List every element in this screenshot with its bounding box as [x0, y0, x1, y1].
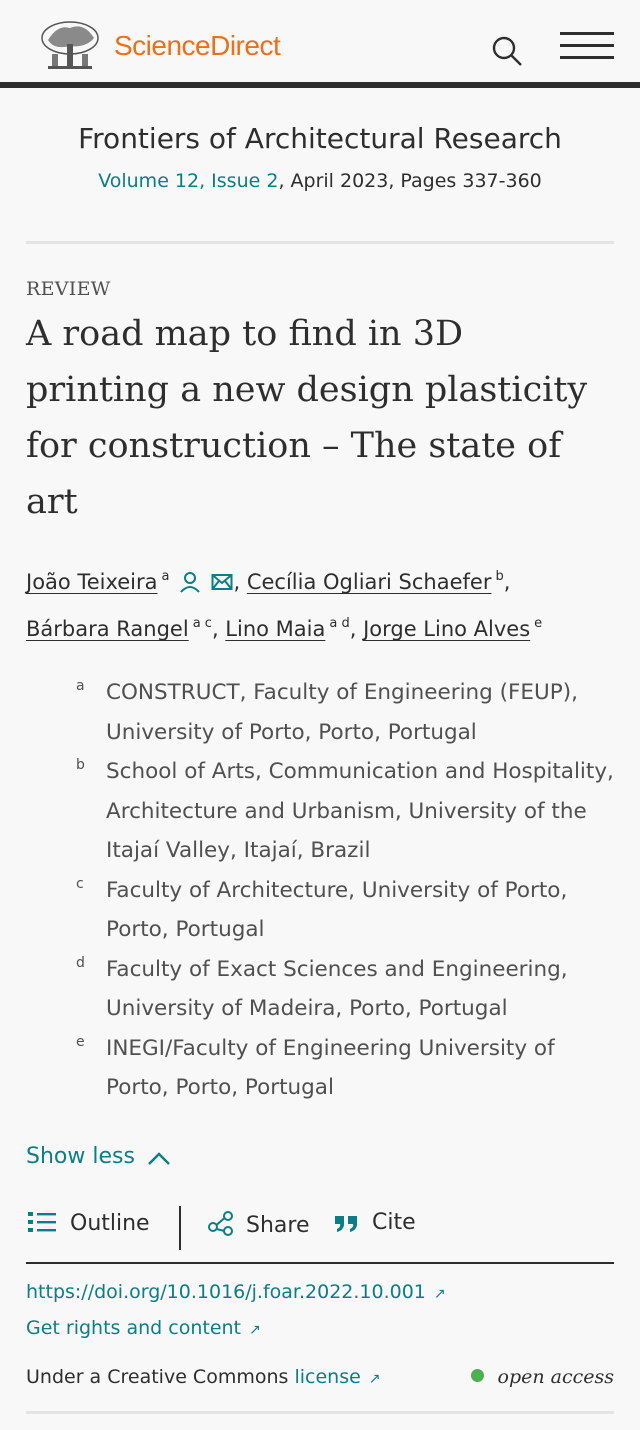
affiliation-text: INEGI/Faculty of Engineering University of Porto, Porto, Portugal: [106, 1035, 555, 1100]
site-header: [0, 0, 640, 88]
share-label: Share: [246, 1213, 310, 1238]
affiliation-text: Faculty of Architecture, University of Porto, Porto, Portugal: [106, 877, 568, 942]
affiliation-item: [76, 673, 616, 752]
author-link[interactable]: Jorge Lino Alves: [363, 617, 531, 641]
affiliation-letter: b: [76, 757, 85, 773]
outline-button[interactable]: [28, 1210, 150, 1236]
toolbar-divider: [26, 1262, 614, 1264]
external-link-icon: ↗: [249, 1322, 261, 1338]
author-affil-sup: a: [161, 569, 170, 584]
date-pages: , April 2023, Pages 337-360: [278, 170, 542, 192]
divider: [26, 241, 614, 244]
affiliation-text: School of Arts, Communication and Hospitality, Architecture and Urbanism, University of the Itajaí Valley, Itajaí, Brazil: [106, 759, 614, 863]
author-affil-sup: e: [534, 616, 543, 631]
cite-label: Cite: [372, 1210, 416, 1235]
chevron-up-icon: [147, 1150, 171, 1166]
author-affil-sup: a c: [192, 616, 212, 631]
affiliation-letter: c: [76, 875, 84, 892]
divider: [26, 1411, 614, 1414]
article-type: REVIEW: [26, 278, 111, 300]
affiliation-letter: e: [76, 1033, 85, 1050]
license-prefix: Under a Creative Commons: [26, 1366, 295, 1388]
affiliation-item: [76, 1029, 616, 1108]
author-separator: ,: [233, 570, 247, 594]
external-link-icon: ↗: [368, 1371, 381, 1387]
author-link[interactable]: Cecília Ogliari Schaefer: [246, 570, 492, 594]
share-icon: [208, 1210, 234, 1236]
article-toolbar: [26, 1206, 614, 1248]
external-link-icon: ↗: [433, 1286, 446, 1302]
license-link-text: license: [294, 1366, 361, 1388]
affiliation-text: Faculty of Exact Sciences and Engineering, University of Madeira, Porto, Portugal: [106, 956, 568, 1021]
outline-label: Outline: [70, 1211, 150, 1236]
elsevier-tree-logo-icon[interactable]: [38, 18, 102, 74]
volume-issue-link[interactable]: Volume 12, Issue 2: [98, 170, 279, 192]
journal-title[interactable]: Frontiers of Architectural Research: [78, 122, 562, 155]
rights-text: Get rights and content: [26, 1317, 242, 1339]
cite-button[interactable]: [334, 1210, 416, 1235]
affiliation-letter: a: [76, 678, 85, 694]
list-icon: [28, 1210, 58, 1234]
email-icon[interactable]: [211, 571, 233, 593]
toolbar-separator: [179, 1206, 181, 1250]
author-link[interactable]: Bárbara Rangel: [26, 617, 189, 641]
open-access-label: open access: [497, 1366, 614, 1388]
author-affil-sup: a d: [329, 616, 350, 631]
doi-text: https://doi.org/10.1016/j.foar.2022.10.001: [26, 1281, 426, 1303]
quote-icon: [334, 1211, 360, 1233]
author-separator: ,: [211, 617, 226, 641]
person-icon[interactable]: [179, 571, 201, 593]
author-affil-sup: b: [495, 569, 504, 584]
open-access-badge: [471, 1366, 614, 1388]
license-link[interactable]: [294, 1366, 380, 1388]
show-less-label: Show less: [26, 1144, 135, 1169]
brand-name[interactable]: ScienceDirect: [114, 30, 281, 61]
author-link[interactable]: Lino Maia: [225, 617, 326, 641]
affiliation-list: [76, 673, 616, 1108]
issue-line: [0, 170, 640, 192]
hamburger-menu-icon[interactable]: [560, 32, 616, 62]
affiliation-text: CONSTRUCT, Faculty of Engineering (FEUP), University of Porto, Porto, Portugal: [106, 680, 578, 745]
article-title: A road map to find in 3D printing a new design plasticity for construction – The state of art: [26, 314, 588, 522]
show-less-button[interactable]: [26, 1144, 171, 1169]
author-separator: ,: [503, 570, 511, 594]
doi-link[interactable]: [26, 1281, 446, 1303]
author-link[interactable]: João Teixeira: [26, 570, 158, 594]
share-button[interactable]: [208, 1210, 310, 1238]
search-icon[interactable]: [490, 34, 524, 68]
affiliation-item: [76, 871, 616, 950]
affiliation-item: [76, 950, 616, 1029]
open-access-dot-icon: [471, 1369, 484, 1382]
author-separator: ,: [349, 617, 364, 641]
license-line: [26, 1366, 381, 1388]
rights-link[interactable]: [26, 1317, 261, 1339]
author-list: [26, 556, 626, 650]
affiliation-letter: d: [76, 954, 85, 971]
affiliation-item: [76, 752, 616, 871]
